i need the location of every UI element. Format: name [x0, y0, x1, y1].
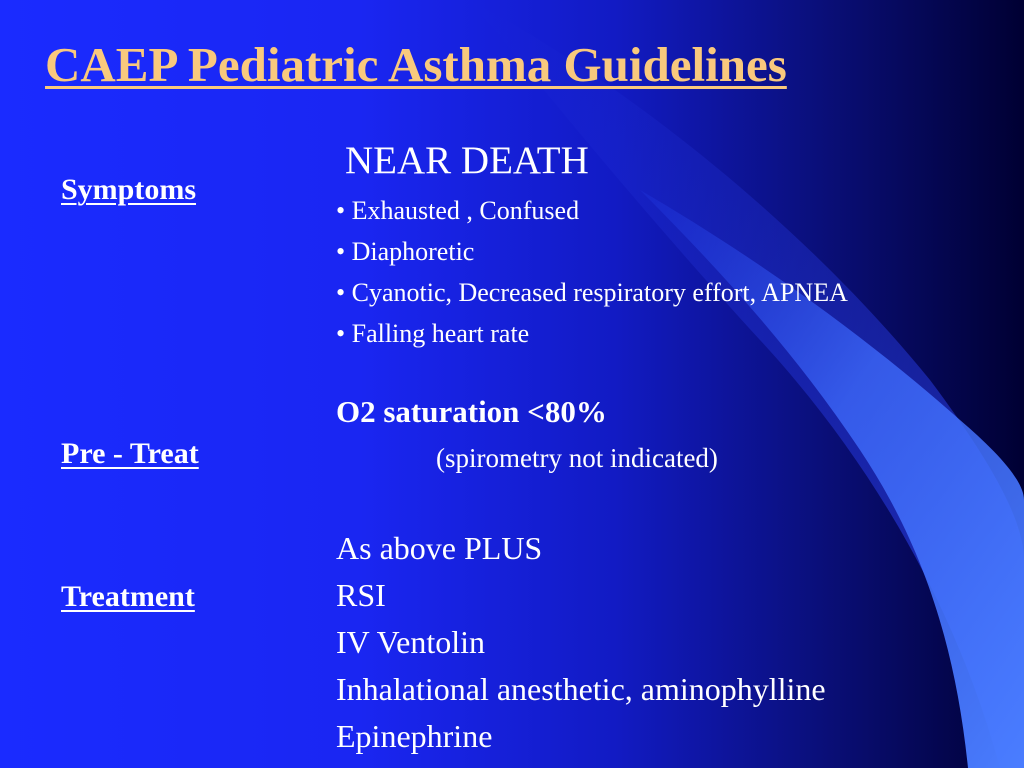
- symptom-item: • Diaphoretic: [336, 231, 848, 272]
- treatment-item: Epinephrine: [336, 718, 493, 754]
- treatment-item: RSI: [336, 577, 386, 613]
- symptom-item: • Exhausted , Confused: [336, 190, 848, 231]
- treatment-item: Inhalational anesthetic, aminophylline: [336, 671, 826, 707]
- treatment-item: As above PLUS: [336, 530, 543, 566]
- slide-title: CAEP Pediatric Asthma Guidelines: [45, 37, 787, 92]
- spirometry-note: (spirometry not indicated): [436, 443, 718, 473]
- label-pre-treat: Pre - Treat: [61, 437, 199, 470]
- near-death-heading: NEAR DEATH: [345, 139, 589, 182]
- treatment-list: [336, 525, 826, 760]
- label-treatment: Treatment: [61, 580, 195, 613]
- symptom-item: • Falling heart rate: [336, 313, 848, 354]
- symptom-list: [336, 190, 848, 354]
- symptom-item: • Cyanotic, Decreased respiratory effort, APNEA: [336, 272, 848, 313]
- o2-saturation: O2 saturation <80%: [336, 394, 607, 429]
- treatment-item: IV Ventolin: [336, 624, 486, 660]
- label-symptoms: Symptoms: [61, 173, 197, 206]
